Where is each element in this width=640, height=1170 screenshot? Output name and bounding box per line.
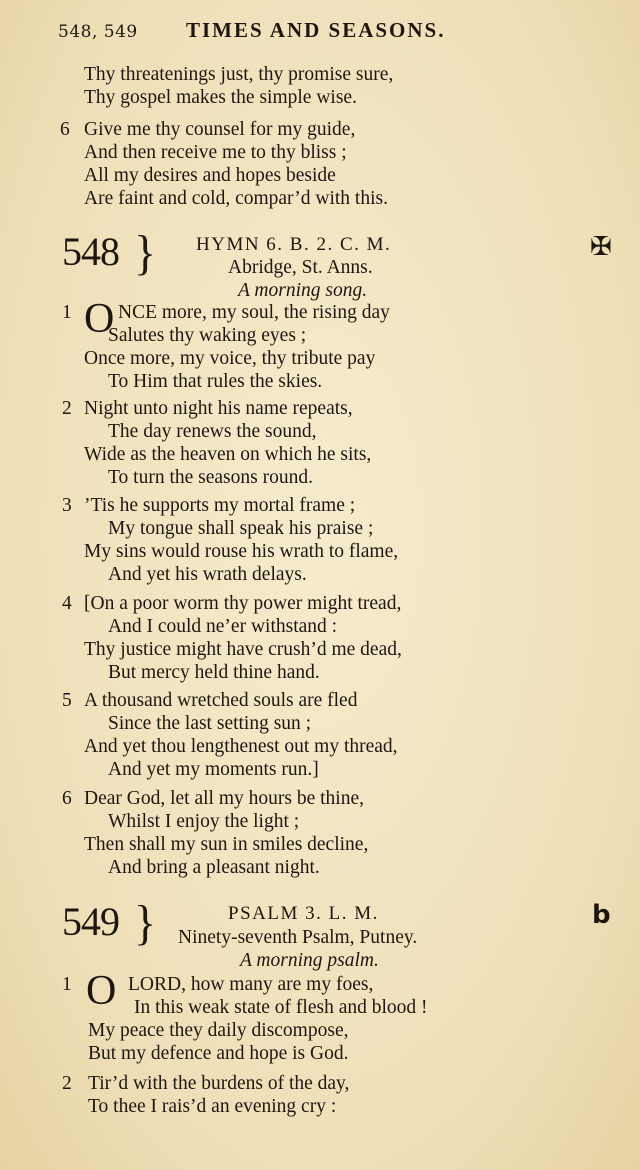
running-title: TIMES AND SEASONS. xyxy=(186,18,446,42)
verse-line: And yet my moments run.] xyxy=(108,759,319,780)
hymn-title: PSALM 3. L. M. xyxy=(228,903,379,924)
verse-line: My sins would rouse his wrath to flame, xyxy=(84,541,399,562)
hymn-tunes: Abridge, St. Anns. xyxy=(228,257,373,278)
verse-line: To thee I rais’d an evening cry : xyxy=(88,1096,337,1117)
verse-number: 1 xyxy=(62,974,72,995)
verse-number: 1 xyxy=(62,302,72,323)
hymn-subtitle: A morning psalm. xyxy=(240,950,379,971)
verse-line: Once more, my voice, thy tribute pay xyxy=(84,348,376,369)
drop-cap: O xyxy=(84,296,115,342)
verse-line: My peace they daily discompose, xyxy=(88,1020,349,1041)
hymn-brace: } xyxy=(134,225,157,280)
verse-number: 6 xyxy=(60,119,70,140)
verse-line: Give me thy counsel for my guide, xyxy=(84,119,356,140)
verse-line: All my desires and hopes beside xyxy=(84,165,336,186)
hymn-number: 548 xyxy=(62,229,119,274)
verse-line: [On a poor worm thy power might tread, xyxy=(84,593,402,614)
verse-line: Are faint and cold, compar’d with this. xyxy=(84,188,388,209)
verse-number: 2 xyxy=(62,1073,72,1094)
verse-number: 6 xyxy=(62,788,72,809)
continuation-line: Thy threatenings just, thy promise sure, xyxy=(84,64,394,85)
verse-number: 2 xyxy=(62,398,72,419)
verse-line: And then receive me to thy bliss ; xyxy=(84,142,347,163)
verse-line: To turn the seasons round. xyxy=(108,467,313,488)
verse-line: NCE more, my soul, the rising day xyxy=(118,302,390,323)
verse-number: 4 xyxy=(62,593,72,614)
verse-line: But my defence and hope is God. xyxy=(88,1043,349,1064)
verse-line: Wide as the heaven on which he sits, xyxy=(84,444,372,465)
hymn-subtitle: A morning song. xyxy=(238,280,368,301)
verse-line: Night unto night his name repeats, xyxy=(84,398,353,419)
verse-line: Tir’d with the burdens of the day, xyxy=(88,1073,350,1094)
verse-line: LORD, how many are my foes, xyxy=(128,974,374,995)
verse-line: Dear God, let all my hours be thine, xyxy=(84,788,364,809)
verse-line: But mercy held thine hand. xyxy=(108,662,320,683)
verse-line: And yet his wrath delays. xyxy=(108,564,307,585)
hymn-brace: } xyxy=(134,895,157,950)
continuation-line: Thy gospel makes the simple wise. xyxy=(84,87,357,108)
margin-mark: b xyxy=(592,900,611,930)
verse-line: To Him that rules the skies. xyxy=(108,371,323,392)
verse-line: Then shall my sun in smiles decline, xyxy=(84,834,369,855)
verse-line: Salutes thy waking eyes ; xyxy=(108,325,307,346)
verse-line: My tongue shall speak his praise ; xyxy=(108,518,374,539)
verse-line: And bring a pleasant night. xyxy=(108,857,320,878)
verse-line: And I could ne’er withstand : xyxy=(108,616,338,637)
verse-number: 3 xyxy=(62,495,72,516)
verse-line: Thy justice might have crush’d me dead, xyxy=(84,639,402,660)
hymn-tunes: Ninety-seventh Psalm, Putney. xyxy=(178,927,418,948)
verse-line: A thousand wretched souls are fled xyxy=(84,690,358,711)
page-numbers: 548, 549 xyxy=(58,22,138,42)
page-header xyxy=(58,18,598,48)
verse-line: ’Tis he supports my mortal frame ; xyxy=(84,495,356,516)
verse-line: Whilst I enjoy the light ; xyxy=(108,811,300,832)
verse-line: In this weak state of flesh and blood ! xyxy=(134,997,428,1018)
verse-number: 5 xyxy=(62,690,72,711)
verse-line: Since the last setting sun ; xyxy=(108,713,312,734)
drop-cap: O xyxy=(86,968,117,1014)
hymn-number: 549 xyxy=(62,899,119,944)
verse-line: And yet thou lengthenest out my thread, xyxy=(84,736,398,757)
margin-mark: ✠ xyxy=(590,232,612,262)
hymn-title: HYMN 6. B. 2. C. M. xyxy=(196,234,392,255)
verse-line: The day renews the sound, xyxy=(108,421,317,442)
